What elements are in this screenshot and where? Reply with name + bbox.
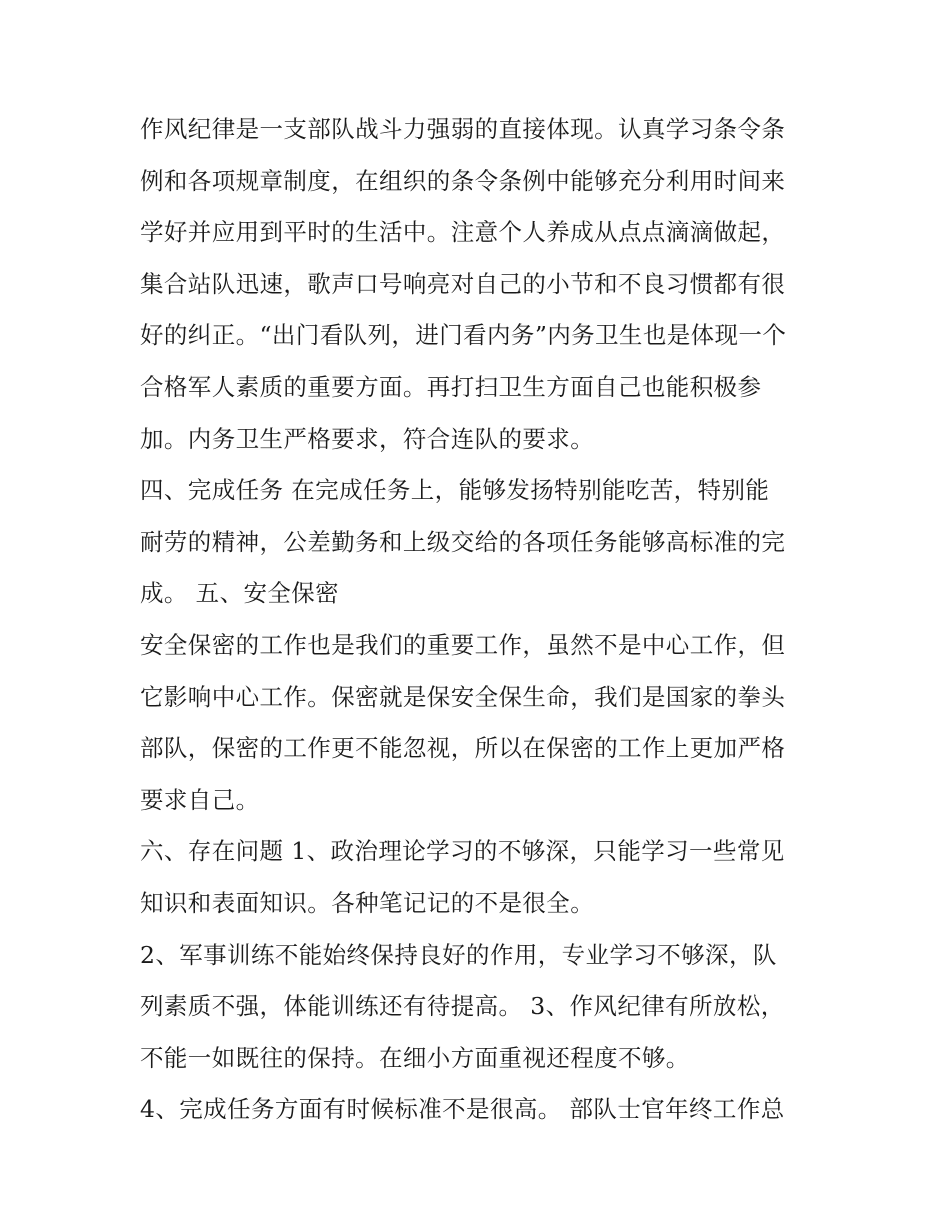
text-line: 知识和表面知识。各种笔记记的不是很全。 <box>140 888 595 917</box>
text-line: 例和各项规章制度，在组织的条令条例中能够充分利用时间来 <box>140 166 786 195</box>
text-line: 部队，保密的工作更不能忽视，所以在保密的工作上更加严格 <box>140 734 786 763</box>
text-line: 它影响中心工作。保密就是保安全保生命，我们是国家的拳头 <box>140 682 786 711</box>
text-line: 列素质不强，体能训练还有待提高。 3、作风纪律有所放松， <box>140 992 785 1021</box>
text-line: 安全保密的工作也是我们的重要工作，虽然不是中心工作，但 <box>140 630 786 659</box>
text-line: 合格军人素质的重要方面。再打扫卫生方面自己也能积极参 <box>140 372 762 401</box>
text-line: 作风纪律是一支部队战斗力强弱的直接体现。认真学习条令条 <box>140 115 786 143</box>
text-line: 学好并应用到平时的生活中。注意个人养成从点点滴滴做起， <box>140 218 786 247</box>
text-line: 好的纠正。“出门看队列，进门看内务”内务卫生也是体现一个 <box>140 321 787 350</box>
text-line: 六、存在问题 1、政治理论学习的不够深，只能学习一些常见 <box>140 837 785 866</box>
text-line: 2、军事训练不能始终保持良好的作用，专业学习不够深，队 <box>140 940 777 969</box>
text-line: 成。 五、安全保密 <box>140 579 340 608</box>
text-line: 加。内务卫生严格要求，符合连队的要求。 <box>140 424 595 453</box>
text-line: 要求自己。 <box>140 785 260 814</box>
text-line: 4、完成任务方面有时候标准不是很高。 部队士官年终工作总 <box>140 1095 785 1124</box>
text-line: 四、完成任务 在完成任务上，能够发扬特别能吃苦，特别能 <box>140 476 770 505</box>
body-text <box>140 104 820 1136</box>
text-line: 集合站队迅速，歌声口号响亮对自己的小节和不良习惯都有很 <box>140 269 786 298</box>
text-line: 不能一如既往的保持。在细小方面重视还程度不够。 <box>140 1043 690 1072</box>
text-line: 耐劳的精神，公差勤务和上级交给的各项任务能够高标准的完 <box>140 527 786 556</box>
